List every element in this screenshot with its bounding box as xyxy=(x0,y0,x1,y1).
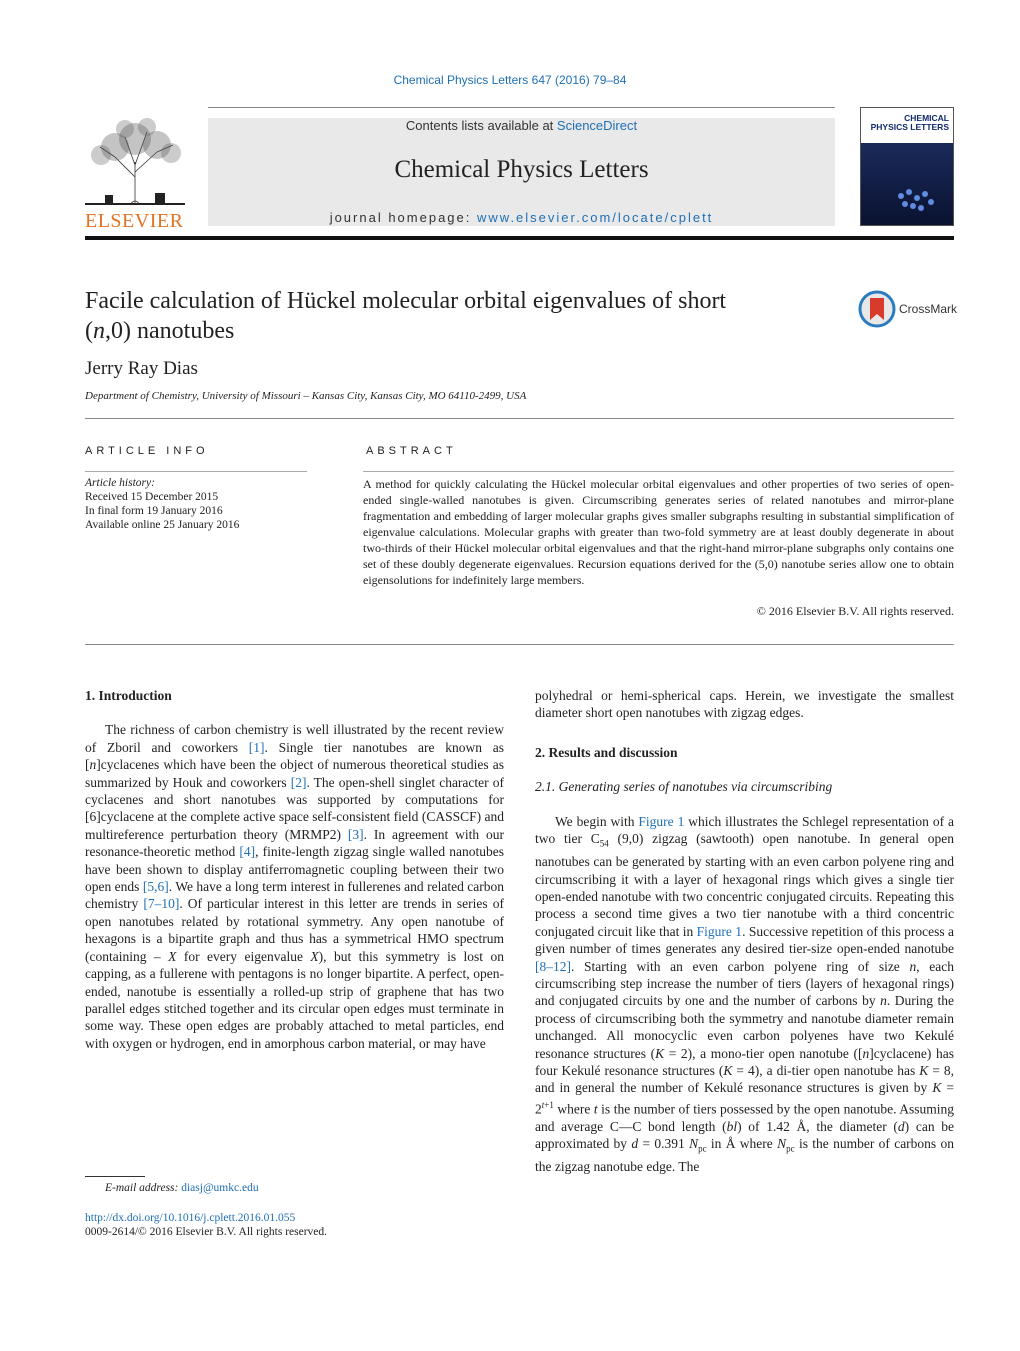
sciencedirect-link[interactable]: ScienceDirect xyxy=(556,118,638,133)
abstract-copyright: © 2016 Elsevier B.V. All rights reserved. xyxy=(756,604,954,618)
contents-prefix: Contents lists available at xyxy=(405,118,557,133)
abstract-heading: ABSTRACT xyxy=(366,445,457,457)
article-info-rule xyxy=(85,471,307,472)
contents-line xyxy=(208,118,835,133)
history-final-form: In final form 19 January 2016 xyxy=(85,505,223,517)
article-title xyxy=(85,286,825,346)
ref-8-12[interactable]: [8–12] xyxy=(535,958,571,974)
cover-molecule-icon xyxy=(861,168,954,226)
article-info-heading: ARTICLE INFO xyxy=(85,445,209,457)
left-column xyxy=(85,687,504,1052)
title-line-2: (n,0) nanotubes xyxy=(85,318,235,344)
crossmark-icon xyxy=(858,290,896,328)
email-link[interactable]: diasj@umkc.edu xyxy=(181,1182,259,1194)
figure-1-link-2[interactable]: Figure 1 xyxy=(696,923,743,939)
ref-5-6[interactable]: [5,6] xyxy=(142,879,169,895)
ref-7-10[interactable]: [7–10] xyxy=(143,896,180,912)
section-1-heading: 1. Introduction xyxy=(85,688,172,703)
section-2-heading: 2. Results and discussion xyxy=(535,744,678,760)
doi-link[interactable]: http://dx.doi.org/10.1016/j.cplett.2016.01.055 xyxy=(85,1212,296,1224)
homepage-link[interactable]: www.elsevier.com/locate/cplett xyxy=(477,210,714,225)
affiliation-rule xyxy=(85,418,954,419)
title-line-1: Facile calculation of Hückel molecular orbital eigenvalues of short xyxy=(85,288,727,314)
elsevier-wordmark: ELSEVIER xyxy=(85,210,184,232)
ref-1[interactable]: [1] xyxy=(248,739,265,755)
journal-banner xyxy=(208,118,835,226)
ref-4[interactable]: [4] xyxy=(239,844,256,860)
abstract-text: A method for quickly calculating the Hückel molecular orbital eigenvalues and other properties of two series of open-ended single-walled nanotubes is given. Circumscribing generates series of related nanotubes and mirror-plane fragmentation and embedding of larger molecular graphs gives smaller subgraphs resulting in substantial simplification of eigenvalue calculations. Molecular graphs with greater than two-fold symmetry are at least doubly degenerate in about two-thirds of their Hückel molecular orbital eigenvalues and that the right-hand mirror-plane subgraphs only contains one set of these doubly degenerate eigenvalues. Recursion equations derived for the (5,0) nanotube series allow one to obtain eigensolutions for indefinitely large members. xyxy=(363,477,954,587)
intro-continuation: polyhedral or hemi-spherical caps. Herein, we investigate the smallest diameter short open nanotubes with zigzag edges. xyxy=(535,688,954,721)
homepage-prefix: journal homepage: xyxy=(329,210,477,225)
crossmark-badge[interactable] xyxy=(858,290,958,330)
article-history xyxy=(85,476,239,532)
author-affiliation: Department of Chemistry, University of Missouri – Kansas City, Kansas City, MO 64110-2499, USA xyxy=(85,390,527,402)
subsection-2-1-heading: 2.1. Generating series of nanotubes via circumscribing xyxy=(535,779,833,795)
elsevier-tree-icon xyxy=(85,117,185,207)
author-name: Jerry Ray Dias xyxy=(85,358,198,379)
ref-2[interactable]: [2] xyxy=(290,774,307,790)
history-received: Received 15 December 2015 xyxy=(85,491,219,503)
results-paragraph: We begin with Figure 1 which illustrates the Schlegel representation of a two tier $C_{54}$ (9,0) zigzag (sawtooth) open nanotube. In general open nanotubes can be generated by starting with an even carbon polyene ring and circumscribing it with a layer of hexagonal rings which gives a single tier open-ended nanotube with two concentric conjugated circuits. Repeating this process a second time gives a two tier nanotube with a third concentric conjugated circuit like that in Figure 1. Successive repetition of this process a given number of times generates any desired tier-size open-ended nanotube [8–12]. Starting with an even carbon polyene ring of size n, each circumscribing step increase the number of tiers (layers of hexagonal rings) and conjugated circuits by one and the number of carbons by n. During the process of circumscribing both the symmetry and nanotube diameter remain unchanged. All monocyclic even carbon polyenes have two Kekulé resonance structures (K = 2), a mono-tier open nanotube ([n]cyclacene) has four Kekulé resonance structures (K = 4), a di-tier open nanotube has K = 8, and in general the number of Kekulé resonance structures is given by $K = 2^{t+1}$ where t is the number of tiers possessed by the open nanotube. Assuming and average C—C bond length (bl) of 1.42 Å, the diameter (d) can be approximated by d = 0.391 $N_{pc}$ in Å where $N_{pc}$ is the number of carbons on the zigzag nanotube edge. The xyxy=(535,813,955,1175)
header-thick-rule xyxy=(85,236,954,240)
email-label: E-mail address: xyxy=(105,1182,182,1194)
homepage-line xyxy=(208,210,835,225)
journal-citation[interactable]: Chemical Physics Letters 647 (2016) 79–84 xyxy=(393,73,627,87)
issn-line: 0009-2614/© 2016 Elsevier B.V. All rights reserved. xyxy=(85,1226,328,1238)
ref-3[interactable]: [3] xyxy=(347,826,364,842)
cover-title: CHEMICAL PHYSICS LETTERS xyxy=(870,113,949,132)
abstract-bottom-rule xyxy=(85,644,954,645)
history-label: Article history: xyxy=(85,477,155,489)
intro-paragraph: The richness of carbon chemistry is well illustrated by the recent review of Zboril and coworkers [1]. Single tier nanotubes are known as [n]cyclacenes which have been the object of numerous theoretical studies as summarized by Houk and coworkers [2]. The open-shell singlet character of cyclacenes and short nanotubes was supported by computations for [6]cyclacene at the complete active space self-consistent field (CASSCF) and multireference perturbation theory (MRMP2) [3]. In agreement with our resonance-theoretic method [4], finite-length zigzag single walled nanotubes have been shown to display antiferromagnetic coupling between their two open ends [5,6]. We have a long term interest in fullerenes and related carbon chemistry [7–10]. Of particular interest in this letter are trends in series of open nanotubes related by rotational symmetry. Any open nanotube of hexagons is a bipartite graph and thus has a symmetrical HMO spectrum (containing – X for every eigenvalue X), but this symmetry is lost on capping, as a fullerene with pentagons is no longer bipartite. A perfect, open-ended, nanotube is essentially a rolled-up strip of graphene that has two parallel edges stitched together and its circular open edges must terminate in some way. These open edges are probably attached to metal particles, end with oxygen or hydrogen, end in amorphous carbon material, or may have xyxy=(85,722,505,1051)
elsevier-logo[interactable] xyxy=(85,117,185,232)
history-online: Available online 25 January 2016 xyxy=(85,519,240,531)
right-column xyxy=(535,687,954,1176)
crossmark-label: CrossMark xyxy=(899,302,958,316)
abstract-rule xyxy=(363,471,954,472)
header-rule xyxy=(208,107,835,108)
email-footnote xyxy=(105,1182,259,1194)
journal-title: Chemical Physics Letters xyxy=(394,156,649,183)
figure-1-link[interactable]: Figure 1 xyxy=(638,813,685,829)
journal-cover[interactable] xyxy=(860,107,954,226)
footnote-rule xyxy=(85,1176,145,1177)
